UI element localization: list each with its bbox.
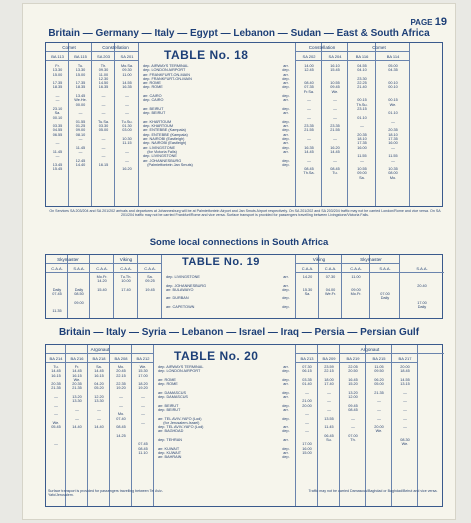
aircraft-group: Constellation: [296, 44, 348, 52]
station-row: dep. NAIROBI (Eastleigh): [143, 141, 187, 146]
flight-times-column: Sa. 09.25 19.45: [145, 275, 155, 292]
station-row: dep. LIVINGSTONE: [166, 275, 200, 279]
flight-times-column: 20.40 17.00 Daily: [417, 283, 427, 310]
station-row: arr. BULAWAYO: [166, 287, 194, 292]
flight-number: BA 113: [46, 53, 69, 61]
station-row: (for Victoria Falls): [143, 149, 177, 154]
timetable-table-18: [45, 42, 443, 218]
flight-number: SA 203: [92, 53, 115, 61]
station-row: arr. KHARTOUM: [143, 119, 172, 124]
aircraft-group: Viking: [296, 256, 342, 264]
station-row: dep. AIRWAYS TERMINAL: [158, 365, 204, 369]
station-row: arr. BEIRUT: [143, 106, 164, 111]
flight-number: BA 217: [392, 355, 418, 363]
operator-code: S.A.A.: [370, 265, 400, 273]
station-row: arr. CAIRO: [143, 94, 162, 99]
aircraft-group: Constellation: [92, 44, 139, 52]
station-list: [158, 365, 276, 487]
flight-times-column: 22.05 20.50 16.45 15.20 13.20 12.00 09.45 08.45 — — 07.00 Th.: [348, 365, 358, 443]
station-row: dep. JOHANNESBURG: [166, 283, 207, 288]
arr-dep-column: arr. arr. dep. dep. dep.: [282, 275, 290, 310]
flight-number: BA 215: [366, 355, 392, 363]
flight-times-column: We. 15.30 17.00 18.20 19.20 — — — — 07.45 08.45 11.10: [138, 365, 148, 455]
page-number: [410, 16, 447, 28]
station-row: dep. LONDON AIRPORT: [158, 369, 201, 374]
station-row: dep. ROME: [143, 85, 163, 90]
station-row: dep. DAMASCUS: [158, 395, 188, 400]
route-heading-table20: Britain — Italy — Syria — Lebanon — Israel — Iraq — Persia — Persian Gulf: [58, 327, 420, 338]
aircraft-group: Skymaster: [342, 256, 400, 264]
station-row: arr. ROME: [158, 377, 176, 382]
flight-times-column: 07.30 04.00 We.Fr.: [324, 275, 337, 297]
flight-times-column: Daily 08.50 09.00: [74, 287, 84, 305]
operator-code: C.A.A.: [90, 265, 114, 273]
aircraft-group: Viking: [90, 256, 162, 264]
flight-times-column: 14.20 15.30 Sa.: [302, 275, 313, 297]
station-row: (for Jerusalem-Israel): [158, 420, 200, 425]
operator-code: C.A.A.: [296, 265, 319, 273]
flight-number: BA 214: [46, 355, 66, 363]
station-row: arr. BAHRAIN: [158, 455, 182, 460]
operator-code: S.A.A.: [400, 265, 444, 273]
arr-dep-column: arr. dep. dep. arr. dep. arr. dep. arr. dep. arr. dep. arr. dep. arr. dep.: [282, 365, 290, 460]
flight-times-column: 04.55 04.10 23.30 22.25 21.40 00.15 Th.Su. 23.15 01.10 — 20.35 18.10 17.35 16.00 11.55 — 10.55 09.00 Sa.: [356, 64, 368, 180]
table-title: TABLE No. 20: [174, 349, 259, 363]
station-row: arr. DURBAN: [166, 296, 189, 301]
flight-times-column: 11.05 09.50 06.20 05.00 21.35 — — — 20.00 We.: [374, 365, 384, 434]
flight-times-column: 11.00 09.00 Mo.Fr.: [350, 275, 362, 297]
flight-number: BA 114: [376, 53, 410, 61]
flight-times-column: 16.10 15.45 10.55 09.45 We. — — — 23.35 21.55 — 16.20 14.45 — 08.45 Tu.: [330, 64, 340, 176]
flight-times-column: Mo. 20.45 22.15 22.35 19.20 — — Mo. 07.40 08.45 14.25: [116, 365, 126, 438]
route-heading-table19: Some local connections in South Africa: [149, 237, 329, 248]
table-footnote: On Services SA 203/204 and SA 201/202 arrivals and departures at Johannesburg will be at Palmietfontein Airport and Jan Smuts Airport respectively. On SA 201/202 and SA 203/204 traffic may not be carried London/Rome and vice versa. On SA 201/204 traffic may not be carried Frankfurt/Rome and vice versa. Surface transport is provided for passengers travelling between Livingstone/Victoria Falls.: [49, 209, 441, 218]
table-title: TABLE No. 19: [182, 256, 260, 268]
flight-times-column: 07.00 Daily: [380, 292, 390, 301]
arr-dep-column: arr. dep. arr. dep. arr. dep. dep. arr. dep. arr. dep. arr. dep. arr. dep. arr. dep. arr. dep. dep.: [282, 64, 290, 167]
flight-number: BA 213: [296, 355, 318, 363]
operator-code: C.A.A.: [114, 265, 138, 273]
operator-code: C.A.A.: [342, 265, 370, 273]
operator-code: C.A.A.: [319, 265, 342, 273]
station-row: dep. ROME: [158, 382, 178, 387]
page-number-value: 19: [434, 16, 447, 28]
station-row: arr. TEL AVIV-YAFO (Lod): [158, 416, 202, 421]
flight-times-column: Fr. 14.45 16.15 We. 20.35 21.35 13.20 13.30 — — 14.40: [72, 365, 82, 430]
aircraft-group: Argonaut: [46, 346, 154, 354]
flight-times-column: Mo.Fr. 14.20 15.40: [96, 275, 108, 292]
timetable-page: [22, 3, 456, 520]
timetable-table-19: [45, 254, 443, 319]
route-heading-table18: Britain — Germany — Italy — Egypt — Lebanon — Sudan — East & South Africa: [48, 28, 430, 39]
flight-times-column: 23.59 22.15 18.00 17.40 — — — 13.55 11.45 06.45 Su.: [324, 365, 334, 443]
flight-times-column: 07.30 06.15 03.35 01.40 — 21.00 20.00 — — — 17.00 16.00 15.00: [302, 365, 312, 455]
station-row: dep. KUWAIT: [158, 450, 182, 455]
station-row: dep. CAIRO: [143, 98, 164, 103]
flight-number: BA 209: [318, 355, 340, 363]
table-footnote-right: Traffic may not be carried Damascus/Baghdad or Baghdad/Beirut and vice versa.: [308, 489, 438, 493]
station-row: dep. LONDON AIRPORT: [143, 68, 186, 73]
aircraft-group: Skymaster: [46, 256, 90, 264]
station-row: dep. BEIRUT: [143, 111, 166, 116]
station-row: arr. KUWAIT: [158, 446, 180, 451]
flight-number: BA 212: [132, 355, 154, 363]
station-row: arr. ROME: [143, 81, 161, 86]
station-row: arr. ENTEBBE (Kampala): [143, 128, 186, 133]
operator-code: C.A.A.: [46, 265, 68, 273]
flight-number: BA 115: [69, 53, 92, 61]
table-title: TABLE No. 18: [164, 48, 249, 62]
flight-number: BA 216: [66, 355, 88, 363]
station-row: dep. AIRWAYS TERMINAL: [143, 64, 189, 68]
aircraft-group: Comet: [46, 44, 92, 52]
station-row: arr. NAIROBI (Eastleigh): [143, 137, 185, 142]
flight-times-column: Mo.Sa. 09.30 11.00 14.55 16.35 — — — Tu.Su. 01.30 03.00 10.30 11.15 — — 16.20: [120, 64, 134, 172]
flight-times-column: 14.00 12.45 08.40 07.35 Fr.Sa. — — — 23.35 21.55 — 16.35 14.45 — 08.45 Th.Sa.: [303, 64, 315, 176]
station-row: dep. TEHRAN: [158, 438, 182, 443]
station-list: [166, 275, 276, 319]
flight-times-column: Tu. 13.30 15.00 17.35 18.35 13.45 We.He. 00.00 — 01.55 01.25 09.00 08.10 — 11.45 — 12.45 14.40: [74, 64, 87, 167]
station-row: dep. KHARTOUM: [143, 124, 174, 129]
flight-times-column: Daily 07.45 11.35: [52, 287, 62, 314]
flight-number: BA 218: [88, 355, 110, 363]
flight-times-column: 05.00 04.35 00.10 00.10 00.15 We. 01.10 — 20.35 18.10 17.35 16.00 — 11.55 — 10.35 08.00 Mo.: [388, 64, 398, 180]
operator-code: S.A.A.: [68, 265, 90, 273]
operator-code: C.A.A.: [138, 265, 162, 273]
flight-times-column: Sa. 14.45 16.15 04.20 05.20 12.20 13.30 — — 14.40: [94, 365, 104, 430]
station-row: arr. LIVINGSTONE: [143, 145, 176, 150]
station-row: arr. DAMASCUS: [158, 390, 187, 395]
station-list: [143, 64, 276, 172]
station-row: arr. BEIRUT: [158, 403, 179, 408]
station-row: dep. FRANKFURT-ON-MAIN: [143, 76, 192, 81]
flight-number: SA 201: [115, 53, 139, 61]
flight-number: BA 219: [340, 355, 366, 363]
flight-number: BA 208: [110, 355, 132, 363]
station-row: arr. FRANKFURT-ON-MAIN: [143, 72, 190, 77]
flight-times-column: 20.00 18.45 14.55 13.15 — — — — — 08.30 We.: [400, 365, 410, 447]
station-row: dep. ENTEBBE (Kampala): [143, 132, 188, 137]
flight-number: SA 202: [296, 53, 322, 61]
station-row: dep. TEL AVIV-YAFO (Lod): [158, 425, 204, 430]
flight-times-column: Tu. 14.45 16.15 20.35 21.35 — — — We. 05.45 —: [51, 365, 61, 447]
flight-number: SA 204: [322, 53, 348, 61]
station-row: (Palmietfontein Jan Smuts): [143, 162, 193, 167]
page-label: PAGE: [410, 18, 433, 27]
station-row: arr. JOHANNESBURG: [143, 158, 182, 163]
aircraft-group: Argonaut: [296, 346, 444, 354]
flight-times-column: Th. 09.30 11.00 12.30 14.50 16.35 — — — Tu.Sa. 03.30 05.00 — — — 16.15: [97, 64, 110, 167]
aircraft-group: Comet: [348, 44, 410, 52]
station-row: dep. BEIRUT: [158, 407, 181, 412]
station-row: dep. LIVINGSTONE: [143, 154, 177, 159]
station-row: arr. CAPETOWN: [166, 305, 195, 310]
station-row: arr. BAGHDAD: [158, 429, 184, 434]
flight-times-column: Fr. 13.30 15.00 17.35 18.35 — — 23.10 Sa. 00.10 03.35 04.55 06.55 — 11.45 — 13.45 15.45: [52, 64, 63, 172]
flight-times-column: Tu.Th. 10.00 17.40: [120, 275, 132, 292]
timetable-table-20: [45, 344, 443, 507]
flight-number: BA 116: [348, 53, 376, 61]
table-footnote-left: Surface transport is provided for passengers travelling between Tel Aviv-Yafo/Jerusalem.: [48, 489, 163, 498]
